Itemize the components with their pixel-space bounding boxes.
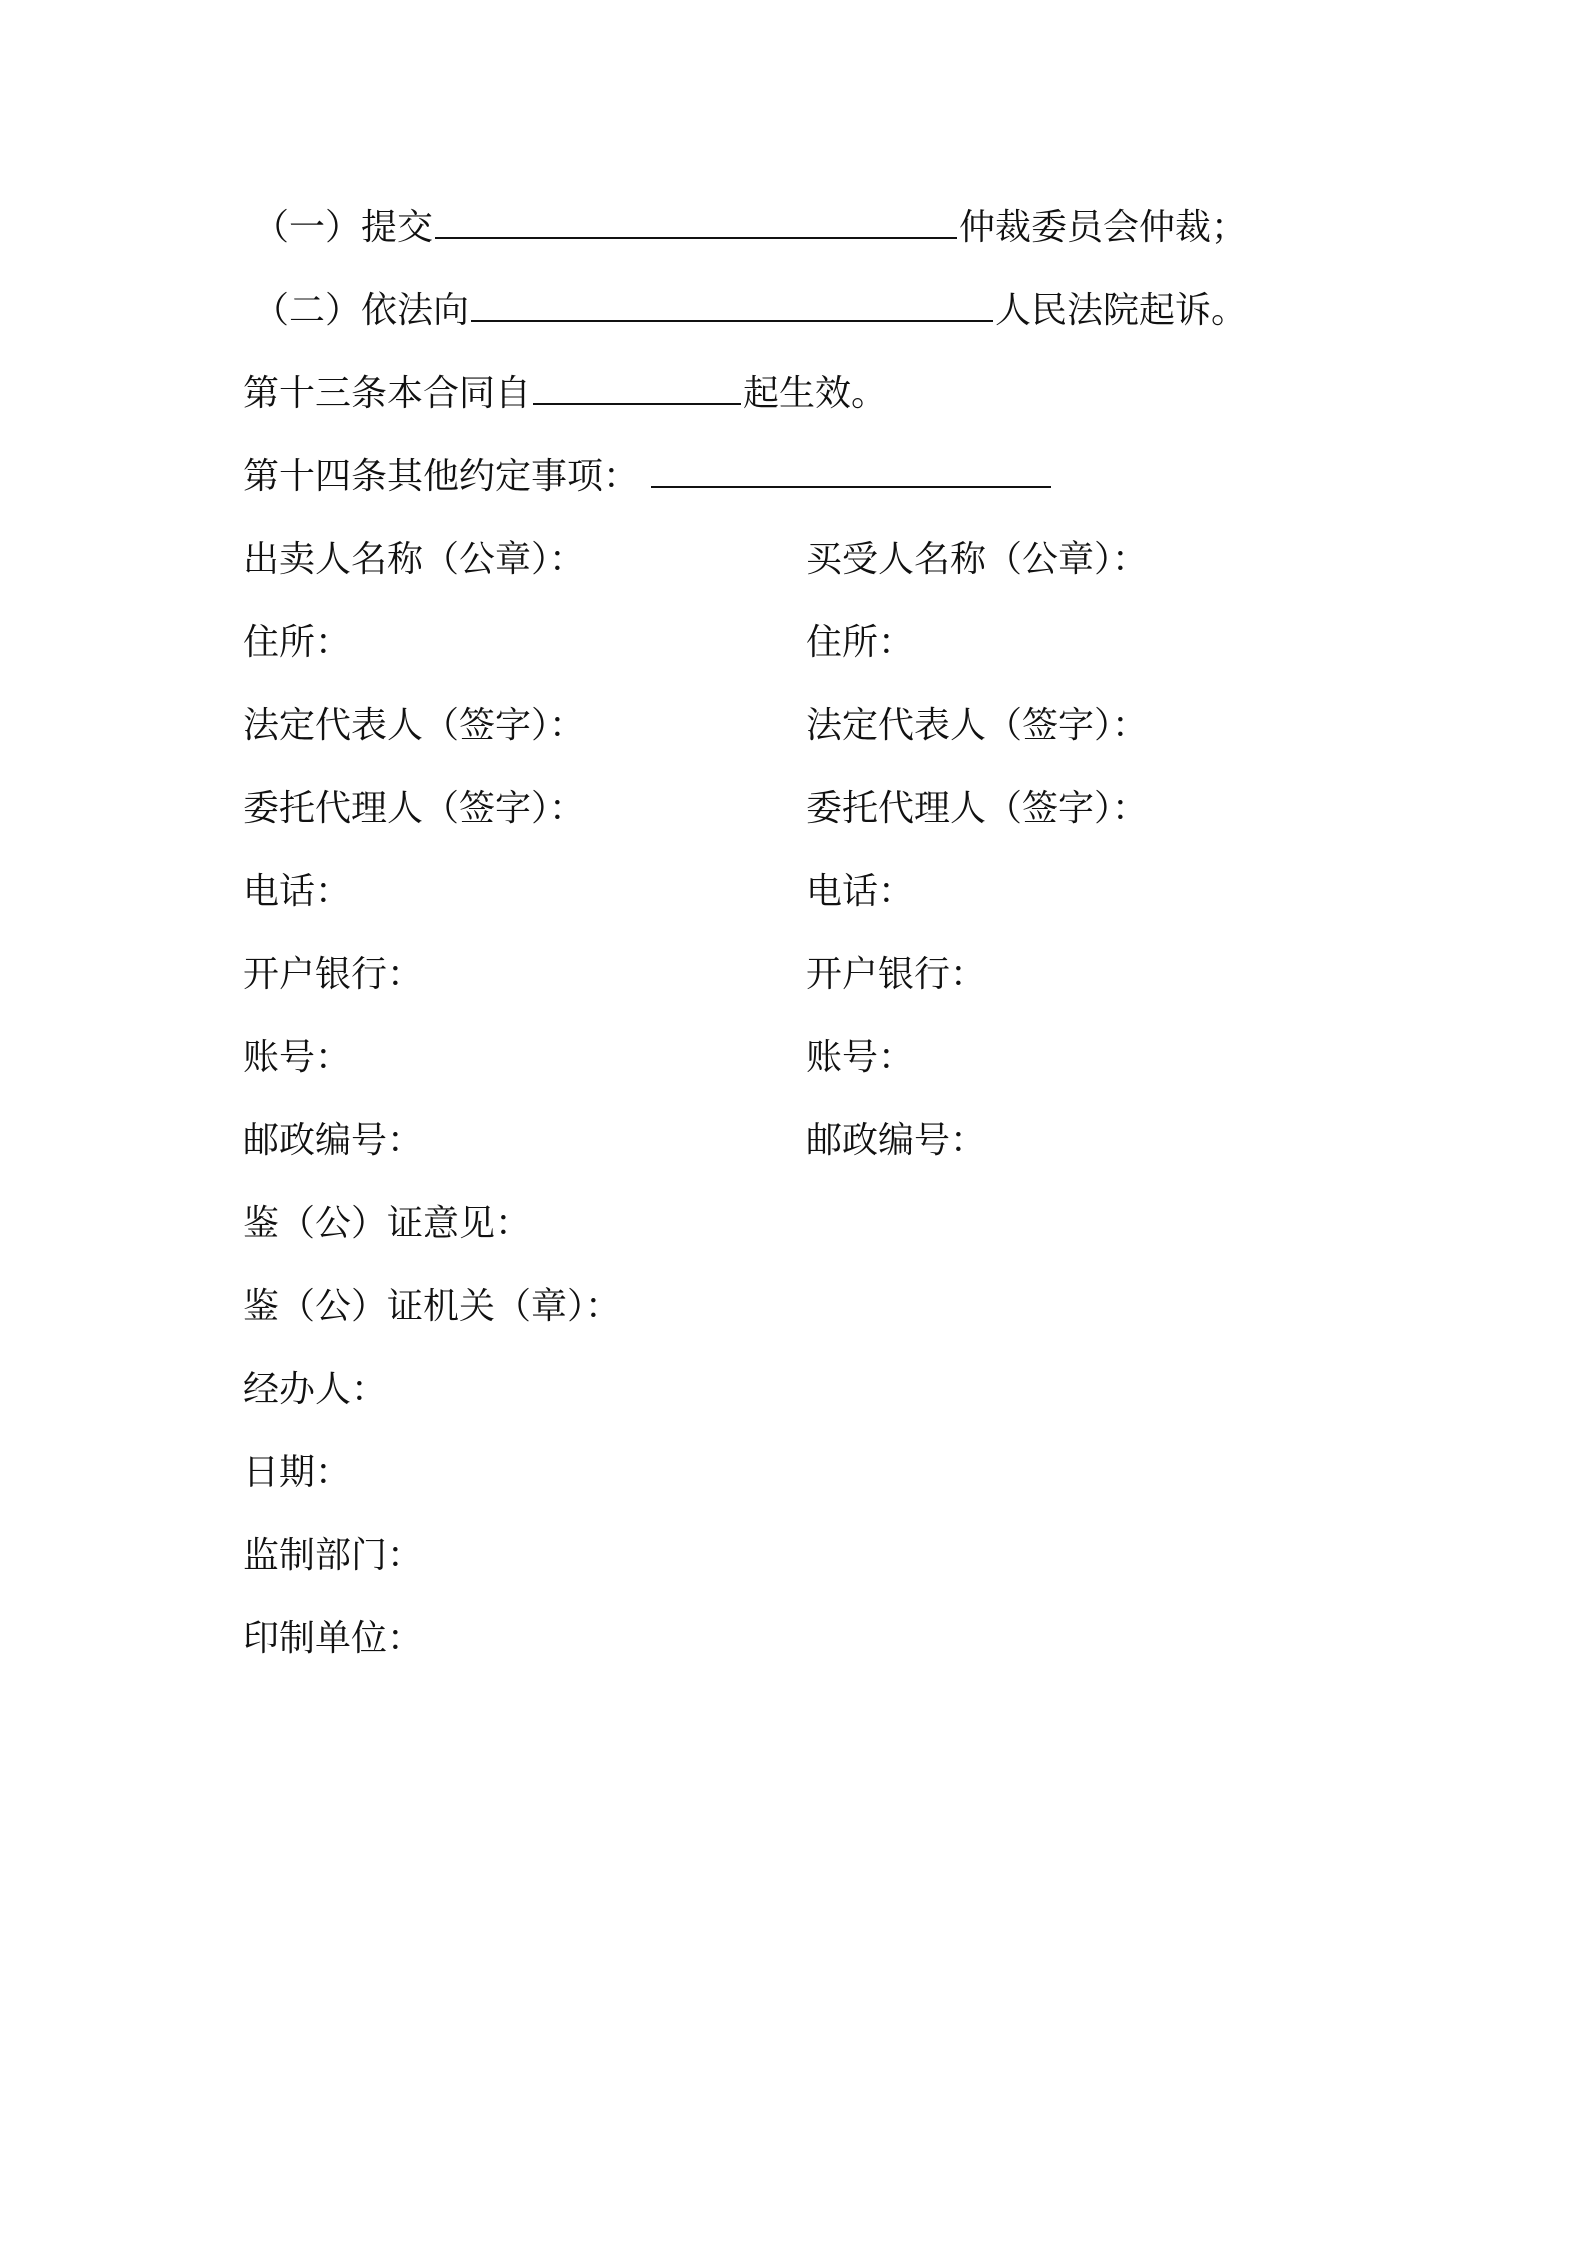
clause-arbitration-suffix: 仲裁委员会仲裁； bbox=[959, 207, 1248, 248]
effective-date-blank[interactable] bbox=[533, 373, 741, 405]
supervisor-label: 监制部门： bbox=[243, 1535, 424, 1576]
seller-legal-rep-label: 法定代表人（签字）： bbox=[243, 705, 586, 746]
clause-litigation-prefix: （二）依法向 bbox=[253, 290, 470, 331]
notary-opinion-label: 鉴（公）证意见： bbox=[243, 1203, 532, 1244]
buyer-phone-label: 电话： bbox=[806, 871, 915, 912]
clause-arbitration bbox=[253, 204, 1247, 252]
seller-bank-label: 开户银行： bbox=[243, 954, 424, 995]
buyer-postal-label: 邮政编号： bbox=[806, 1120, 987, 1161]
date-label: 日期： bbox=[243, 1452, 352, 1493]
article-13-prefix: 第十三条本合同自 bbox=[243, 373, 532, 414]
clause-litigation bbox=[253, 287, 1247, 335]
seller-postal-label: 邮政编号： bbox=[243, 1120, 424, 1161]
buyer-name-label: 买受人名称（公章）： bbox=[806, 539, 1149, 580]
seller-address-label: 住所： bbox=[243, 622, 352, 663]
seller-agent-label: 委托代理人（签字）： bbox=[243, 788, 586, 829]
seller-account-label: 账号： bbox=[243, 1037, 352, 1078]
buyer-account-label: 账号： bbox=[806, 1037, 915, 1078]
clause-litigation-suffix: 人民法院起诉。 bbox=[995, 290, 1248, 331]
other-matters-blank[interactable] bbox=[651, 456, 1051, 488]
handler-label: 经办人： bbox=[243, 1369, 388, 1410]
arbitration-commission-blank[interactable] bbox=[435, 207, 957, 239]
court-name-blank[interactable] bbox=[471, 290, 993, 322]
article-14 bbox=[243, 453, 1053, 501]
seller-name-label: 出卖人名称（公章）： bbox=[243, 539, 586, 580]
seller-phone-label: 电话： bbox=[243, 871, 352, 912]
article-13-suffix: 起生效。 bbox=[743, 373, 888, 414]
clause-arbitration-prefix: （一）提交 bbox=[253, 207, 434, 248]
article-13 bbox=[243, 370, 887, 418]
buyer-legal-rep-label: 法定代表人（签字）： bbox=[806, 705, 1149, 746]
notary-office-label: 鉴（公）证机关（章）： bbox=[243, 1286, 622, 1327]
printer-label: 印制单位： bbox=[243, 1618, 424, 1659]
buyer-bank-label: 开户银行： bbox=[806, 954, 987, 995]
article-14-prefix: 第十四条其他约定事项： bbox=[243, 456, 640, 497]
buyer-agent-label: 委托代理人（签字）： bbox=[806, 788, 1149, 829]
buyer-address-label: 住所： bbox=[806, 622, 915, 663]
